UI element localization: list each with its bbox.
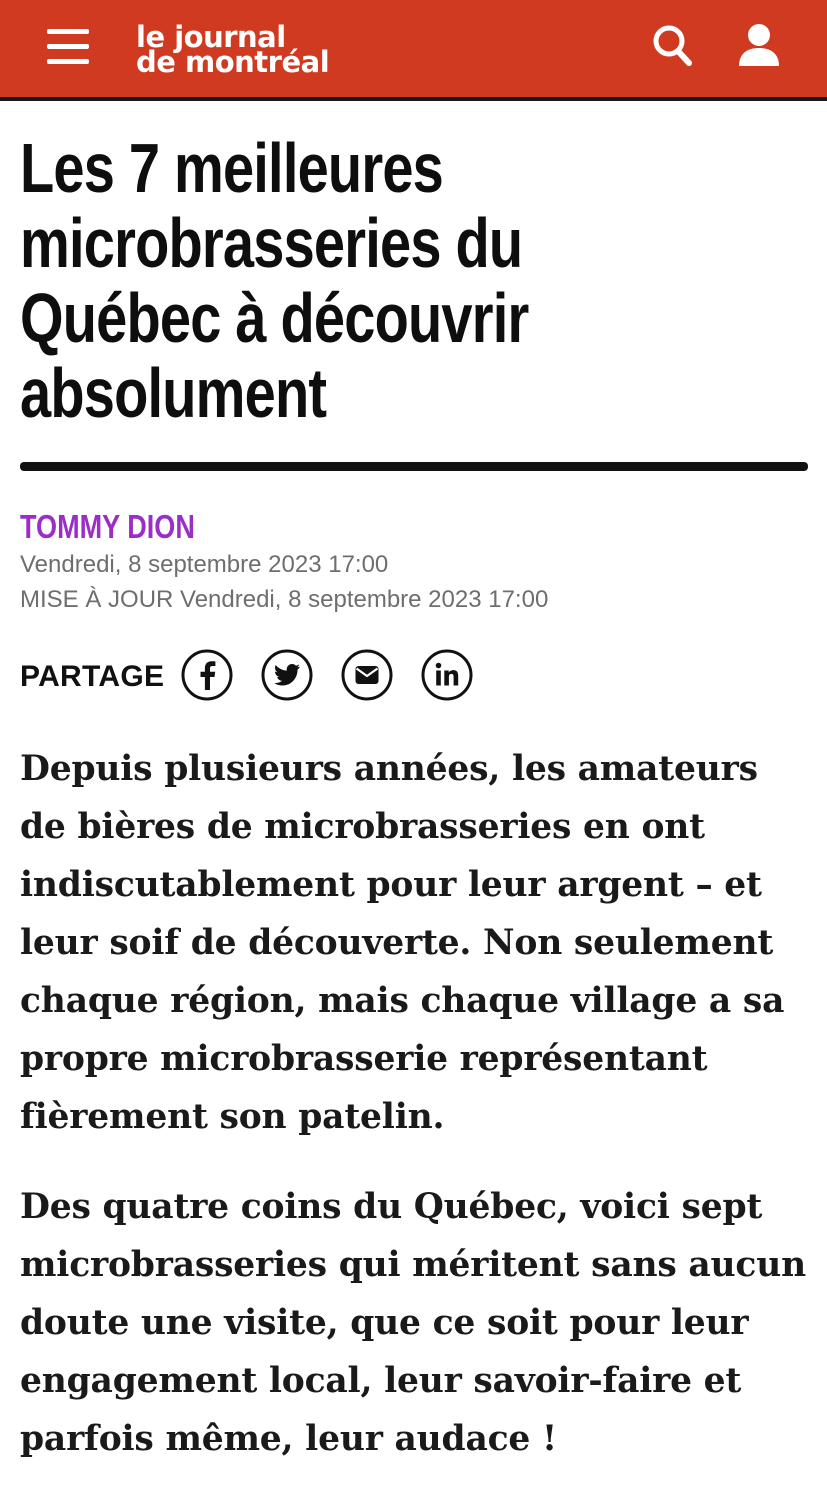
title-divider <box>20 462 808 471</box>
site-logo[interactable] <box>136 22 396 82</box>
facebook-icon[interactable] <box>181 649 233 701</box>
linkedin-icon[interactable] <box>421 649 473 701</box>
hamburger-menu-icon[interactable] <box>47 27 89 65</box>
article-title: Les 7 meilleures microbrasseries du Québec à découvrir absolument <box>20 129 529 432</box>
publish-date: Vendredi, 8 septembre 2023 17:00 <box>20 551 389 578</box>
email-icon[interactable] <box>341 649 393 701</box>
article-paragraph: Des quatre coins du Québec, voici sept microbrasseries qui méritent sans aucun doute une visite, que ce soit pour leur engagement local, leur savoir-faire et parfois même, leur audace ! <box>20 1187 807 1459</box>
article-paragraph: Depuis plusieurs années, les amateurs de bières de microbrasseries en ont indiscutablement pour leur argent – et leur soif de découverte. Non seulement chaque région, mais chaque village a sa propre microbrasserie représentant fièrement son patelin. <box>20 749 785 1137</box>
twitter-icon[interactable] <box>261 649 313 701</box>
site-header <box>0 0 827 101</box>
logo-line-2: de montréal <box>136 45 330 79</box>
update-date: MISE À JOUR Vendredi, 8 septembre 2023 17:00 <box>20 586 549 613</box>
share-label: PARTAGE <box>20 660 165 693</box>
author-name[interactable]: TOMMY DION <box>20 508 195 545</box>
user-icon[interactable] <box>736 22 782 68</box>
logo-line-1: le journal <box>136 20 286 54</box>
search-icon[interactable] <box>652 24 694 68</box>
